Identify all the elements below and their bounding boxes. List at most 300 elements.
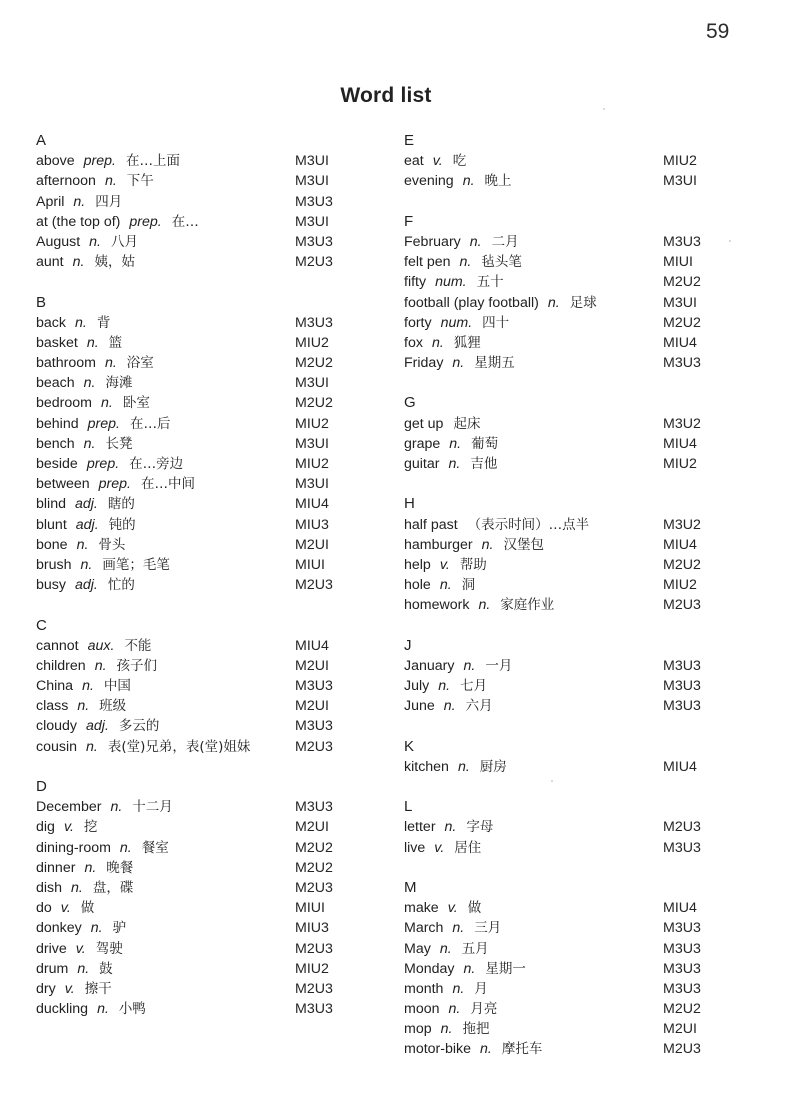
- word-entry: [36, 676, 356, 696]
- section-m: [404, 878, 744, 1060]
- chinese-meaning: （表示时间）…点半: [467, 516, 590, 533]
- unit-reference: MIU4: [663, 435, 697, 452]
- word-text: make: [404, 900, 439, 917]
- part-of-speech: n.: [86, 334, 99, 351]
- word-entry: [404, 1039, 744, 1059]
- unit-reference: MIU2: [295, 415, 329, 432]
- part-of-speech: n.: [462, 173, 475, 190]
- word-entry: [36, 918, 356, 938]
- unit-reference: MIU2: [295, 334, 329, 351]
- word-text: December: [36, 799, 102, 816]
- part-of-speech: num.: [435, 274, 467, 291]
- word-text: month: [404, 980, 444, 997]
- part-of-speech: n.: [463, 657, 476, 674]
- word-entry: [36, 858, 356, 878]
- word-entry: [36, 454, 356, 474]
- unit-reference: M2UI: [295, 698, 329, 715]
- part-of-speech: adj.: [74, 577, 98, 594]
- word-text: homework: [404, 597, 470, 614]
- unit-reference: M3U3: [295, 314, 333, 331]
- word-text: May: [404, 940, 431, 957]
- part-of-speech: n.: [547, 294, 560, 311]
- unit-reference: MIU2: [663, 456, 697, 472]
- chinese-meaning: 在…中间: [140, 476, 195, 493]
- part-of-speech: n.: [439, 577, 452, 594]
- unit-reference: M3UI: [663, 294, 697, 311]
- part-of-speech: n.: [452, 355, 465, 372]
- word-entry: [36, 434, 356, 454]
- unit-reference: M3U3: [663, 920, 701, 937]
- word-text: dining-room: [36, 839, 111, 856]
- unit-reference: MIU4: [663, 334, 697, 351]
- chinese-meaning: 做: [467, 900, 482, 917]
- part-of-speech: n.: [76, 536, 89, 553]
- unit-reference: MIU2: [295, 960, 329, 977]
- unit-reference: M3U3: [295, 193, 333, 210]
- part-of-speech: num.: [440, 314, 473, 331]
- scan-speck: [603, 108, 605, 110]
- chinese-meaning: 二月: [491, 233, 519, 250]
- word-text: March: [404, 920, 444, 937]
- word-entry: [404, 171, 744, 191]
- word-text: beach: [36, 375, 75, 392]
- word-entry: [36, 373, 356, 393]
- unit-reference: M2UI: [295, 657, 329, 674]
- word-entry: [404, 515, 744, 535]
- word-text: January: [404, 657, 455, 674]
- chinese-meaning: 在…旁边: [129, 456, 184, 472]
- part-of-speech: n.: [90, 920, 103, 937]
- word-text: fox: [404, 334, 423, 351]
- word-text: Monday: [404, 960, 455, 977]
- word-text: beside: [36, 456, 78, 472]
- word-entry: [36, 252, 356, 272]
- part-of-speech: adj.: [74, 496, 98, 513]
- unit-reference: MIU4: [663, 536, 697, 553]
- word-entry: [404, 151, 744, 171]
- word-text: basket: [36, 334, 78, 351]
- unit-reference: M3U3: [295, 233, 333, 250]
- word-entry: [36, 838, 356, 858]
- unit-reference: M3UI: [295, 213, 329, 230]
- word-entry: [404, 999, 744, 1019]
- part-of-speech: n.: [452, 980, 465, 997]
- part-of-speech: n.: [480, 1041, 492, 1058]
- word-entry: [404, 696, 744, 716]
- chinese-meaning: 浴室: [126, 355, 154, 372]
- unit-reference: M3U2: [663, 516, 701, 533]
- chinese-meaning: 驴: [112, 920, 127, 937]
- chinese-meaning: 洞: [461, 577, 476, 594]
- chinese-meaning: 吉他: [470, 456, 498, 472]
- word-text: help: [404, 556, 431, 573]
- chinese-meaning: 在…后: [129, 415, 171, 432]
- section-b: [36, 293, 356, 596]
- part-of-speech: v.: [432, 153, 443, 170]
- word-text: afternoon: [36, 173, 96, 190]
- unit-reference: MIU4: [663, 758, 697, 775]
- section-letter: D: [36, 778, 47, 795]
- unit-reference: M2U3: [663, 1041, 701, 1058]
- word-entry: [36, 555, 356, 575]
- word-entry: [36, 817, 356, 837]
- section-letter: H: [404, 495, 415, 513]
- unit-reference: M2U2: [663, 274, 701, 291]
- word-text: April: [36, 193, 65, 210]
- unit-reference: M2U3: [295, 879, 333, 896]
- unit-reference: M3UI: [295, 173, 329, 190]
- unit-reference: M2UI: [295, 819, 329, 836]
- word-entry: [404, 1019, 744, 1039]
- unit-reference: M3U3: [663, 839, 701, 856]
- part-of-speech: n.: [431, 334, 444, 351]
- chinese-meaning: 在…: [171, 213, 199, 230]
- part-of-speech: v.: [60, 900, 71, 917]
- scan-speck: [551, 780, 553, 782]
- part-of-speech: n.: [463, 960, 476, 977]
- part-of-speech: n.: [104, 355, 117, 372]
- unit-reference: MIU2: [663, 577, 697, 594]
- part-of-speech: aux.: [87, 637, 115, 654]
- word-text: fifty: [404, 274, 427, 291]
- word-entry: [36, 656, 356, 676]
- word-entry: [36, 171, 356, 191]
- word-text: bathroom: [36, 355, 96, 372]
- word-text: live: [404, 839, 426, 856]
- word-entry: [36, 696, 356, 716]
- word-text: bedroom: [36, 395, 92, 412]
- word-text: do: [36, 900, 52, 917]
- part-of-speech: n.: [77, 960, 90, 977]
- chinese-meaning: 毡头笔: [481, 254, 522, 271]
- part-of-speech: n.: [83, 435, 96, 452]
- chinese-meaning: 瞎的: [107, 496, 135, 513]
- chinese-meaning: 月: [474, 980, 488, 997]
- unit-reference: MIU4: [663, 900, 697, 917]
- part-of-speech: n.: [73, 193, 86, 210]
- unit-reference: M3U3: [295, 1001, 333, 1018]
- word-entry: [404, 454, 744, 474]
- word-text: July: [404, 678, 430, 695]
- section-letter: K: [404, 737, 415, 755]
- part-of-speech: n.: [86, 738, 98, 755]
- word-entry: [404, 353, 744, 373]
- unit-reference: M2U3: [663, 597, 701, 614]
- part-of-speech: n.: [449, 435, 462, 452]
- chinese-meaning: 忙的: [107, 577, 135, 594]
- chinese-meaning: 帮助: [459, 556, 487, 573]
- chinese-meaning: 驾驶: [95, 940, 123, 957]
- word-entry: [36, 878, 356, 898]
- unit-reference: M2U2: [295, 839, 333, 856]
- section-a: [36, 131, 356, 272]
- chinese-meaning: 四十: [482, 314, 510, 331]
- chinese-meaning: 钝的: [108, 516, 136, 533]
- part-of-speech: n.: [478, 597, 491, 614]
- part-of-speech: n.: [444, 819, 457, 836]
- unit-reference: M2U2: [663, 556, 701, 573]
- word-entry: [36, 494, 356, 514]
- part-of-speech: v.: [439, 556, 450, 573]
- unit-reference: M3U2: [663, 415, 701, 432]
- chinese-meaning: 背: [96, 314, 111, 331]
- word-entry: [404, 535, 744, 555]
- chinese-meaning: 长凳: [105, 435, 133, 452]
- word-text: get up: [404, 415, 444, 432]
- chinese-meaning: 五十: [476, 274, 504, 291]
- part-of-speech: n.: [469, 233, 482, 250]
- word-text: felt pen: [404, 254, 451, 271]
- word-text: guitar: [404, 456, 440, 472]
- section-letter: C: [36, 616, 47, 634]
- word-entry: [404, 959, 744, 979]
- word-text: dish: [36, 879, 63, 896]
- word-entry: [404, 434, 744, 454]
- chinese-meaning: 月亮: [470, 1001, 498, 1018]
- unit-reference: M3U3: [663, 698, 701, 715]
- word-entry: [404, 232, 744, 252]
- section-k: [404, 737, 744, 777]
- chinese-meaning: 五月: [461, 940, 489, 957]
- word-entry: [36, 515, 356, 535]
- word-entry: [404, 414, 744, 434]
- word-entry: [36, 959, 356, 979]
- part-of-speech: v.: [434, 839, 445, 856]
- word-text: half past: [404, 516, 458, 533]
- section-h: [404, 494, 744, 615]
- part-of-speech: prep.: [86, 456, 120, 472]
- part-of-speech: n.: [83, 375, 96, 392]
- part-of-speech: n.: [101, 395, 113, 412]
- word-text: aunt: [36, 254, 64, 271]
- chinese-meaning: 七月: [460, 678, 488, 695]
- word-text: brush: [36, 556, 72, 573]
- word-entry: [404, 817, 744, 837]
- unit-reference: M2UI: [663, 1021, 697, 1038]
- section-letter: G: [404, 394, 416, 412]
- chinese-meaning: 做: [80, 900, 95, 917]
- unit-reference: M2UI: [295, 536, 329, 553]
- section-letter: E: [404, 132, 415, 149]
- part-of-speech: n.: [104, 173, 117, 190]
- word-text: bench: [36, 435, 75, 452]
- section-letter: A: [36, 132, 47, 149]
- part-of-speech: n.: [71, 879, 83, 896]
- part-of-speech: n.: [448, 1001, 461, 1018]
- word-text: donkey: [36, 920, 82, 937]
- chinese-meaning: 篮: [108, 334, 123, 351]
- unit-reference: M3U3: [295, 678, 333, 695]
- part-of-speech: n.: [80, 556, 93, 573]
- unit-reference: M3UI: [295, 375, 329, 392]
- chinese-meaning: 姨，姑: [94, 254, 135, 271]
- word-text: football (play football): [404, 294, 539, 311]
- word-text: drive: [36, 940, 67, 957]
- chinese-meaning: 画笔；毛笔: [102, 556, 170, 573]
- word-entry: [36, 575, 356, 595]
- part-of-speech: n.: [77, 698, 90, 715]
- part-of-speech: v.: [64, 980, 75, 997]
- word-entry: [404, 293, 744, 313]
- chinese-meaning: 八月: [111, 233, 139, 250]
- unit-reference: M3UI: [295, 435, 329, 452]
- chinese-meaning: 盘，碟: [92, 879, 134, 896]
- unit-reference: MIU2: [295, 456, 329, 472]
- word-text: class: [36, 698, 69, 715]
- word-text: Friday: [404, 355, 444, 372]
- unit-reference: M3U3: [663, 960, 701, 977]
- word-text: eat: [404, 153, 424, 170]
- word-entry: [36, 535, 356, 555]
- unit-reference: M3U3: [663, 355, 701, 372]
- word-text: bone: [36, 536, 68, 553]
- word-entry: [36, 353, 356, 373]
- chinese-meaning: 小鸭: [118, 1001, 146, 1018]
- word-entry: [36, 232, 356, 252]
- chinese-meaning: 字母: [466, 819, 494, 836]
- word-entry: [36, 939, 356, 959]
- word-entry: [404, 252, 744, 272]
- word-entry: [404, 555, 744, 575]
- section-f: [404, 212, 744, 374]
- word-entry: [36, 636, 356, 656]
- unit-reference: M2U3: [295, 980, 333, 997]
- chinese-meaning: 葡萄: [471, 435, 499, 452]
- chinese-meaning: 多云的: [118, 718, 160, 735]
- word-entry: [36, 979, 356, 999]
- section-e: [404, 131, 744, 192]
- word-text: grape: [404, 435, 441, 452]
- word-text: above: [36, 153, 75, 170]
- word-text: June: [404, 698, 435, 715]
- word-entry: [404, 757, 744, 777]
- unit-reference: M2U2: [295, 395, 333, 412]
- chinese-meaning: 挖: [83, 819, 98, 836]
- unit-reference: M2U3: [295, 254, 333, 271]
- unit-reference: M3U3: [295, 718, 333, 735]
- chinese-meaning: 厨房: [479, 758, 507, 775]
- chinese-meaning: 狐狸: [453, 334, 481, 351]
- word-text: February: [404, 233, 461, 250]
- unit-reference: M2U3: [295, 940, 333, 957]
- unit-reference: M3U3: [663, 233, 701, 250]
- chinese-meaning: 三月: [474, 920, 502, 937]
- chinese-meaning: 在…上面: [126, 153, 180, 170]
- chinese-meaning: 拖把: [462, 1021, 490, 1038]
- word-text: blind: [36, 496, 66, 513]
- chinese-meaning: 晚餐: [106, 859, 134, 876]
- unit-reference: M3U3: [663, 657, 701, 674]
- word-text: hole: [404, 577, 431, 594]
- chinese-meaning: 骨头: [98, 536, 126, 553]
- unit-reference: M2U2: [295, 355, 333, 372]
- word-text: at (the top of): [36, 213, 121, 230]
- part-of-speech: prep.: [129, 213, 162, 230]
- word-text: cloudy: [36, 718, 78, 735]
- word-text: drum: [36, 960, 69, 977]
- part-of-speech: n.: [481, 536, 494, 553]
- unit-reference: M3U3: [663, 940, 701, 957]
- part-of-speech: n.: [97, 1001, 109, 1018]
- part-of-speech: n.: [94, 657, 107, 674]
- word-entry: [404, 333, 744, 353]
- unit-reference: M3U3: [663, 678, 701, 695]
- part-of-speech: prep.: [87, 415, 120, 432]
- unit-reference: M2U3: [295, 738, 333, 755]
- word-list-left-column: [36, 131, 356, 1039]
- unit-reference: M2U2: [295, 859, 333, 876]
- word-text: motor-bike: [404, 1041, 472, 1058]
- word-entry: [36, 716, 356, 736]
- word-entry: [404, 575, 744, 595]
- chinese-meaning: 海滩: [105, 375, 133, 392]
- chinese-meaning: 吃: [452, 153, 467, 170]
- part-of-speech: n.: [82, 678, 94, 695]
- word-entry: [404, 656, 744, 676]
- chinese-meaning: 孩子们: [116, 657, 158, 674]
- unit-reference: MIU3: [295, 516, 329, 533]
- word-text: dry: [36, 980, 56, 997]
- word-text: blunt: [36, 516, 67, 533]
- chinese-meaning: 四月: [95, 193, 123, 210]
- chinese-meaning: 鼓: [99, 960, 113, 977]
- part-of-speech: v.: [75, 940, 86, 957]
- word-entry: [404, 838, 744, 858]
- unit-reference: M2U2: [663, 1001, 701, 1018]
- word-entry: [36, 212, 356, 232]
- chinese-meaning: 表(堂)兄弟，表(堂)姐妹: [107, 738, 251, 755]
- word-text: duckling: [36, 1001, 89, 1018]
- unit-reference: M3UI: [295, 153, 329, 170]
- word-text: August: [36, 233, 81, 250]
- section-letter: M: [404, 878, 417, 896]
- part-of-speech: n.: [110, 799, 123, 816]
- word-entry: [404, 979, 744, 999]
- part-of-speech: adj.: [75, 516, 99, 533]
- word-list-right-column: [404, 131, 744, 1080]
- word-text: moon: [404, 1001, 440, 1018]
- part-of-speech: v.: [63, 819, 74, 836]
- scan-speck: [729, 240, 731, 242]
- page-title: Word list: [340, 84, 432, 107]
- word-entry: [36, 192, 356, 212]
- page-number: 59: [706, 20, 730, 43]
- section-c: [36, 616, 356, 757]
- part-of-speech: n.: [457, 758, 470, 775]
- part-of-speech: n.: [74, 314, 87, 331]
- chinese-meaning: 星期一: [485, 960, 526, 977]
- part-of-speech: n.: [443, 698, 456, 715]
- part-of-speech: n.: [72, 254, 85, 271]
- chinese-meaning: 餐室: [141, 839, 169, 856]
- word-entry: [36, 393, 356, 413]
- chinese-meaning: 班级: [99, 698, 127, 715]
- word-text: hamburger: [404, 536, 473, 553]
- unit-reference: MIUI: [295, 556, 325, 573]
- word-text: busy: [36, 577, 66, 594]
- unit-reference: MIU3: [295, 920, 329, 937]
- part-of-speech: n.: [89, 233, 102, 250]
- chinese-meaning: 摩托车: [501, 1041, 543, 1058]
- word-text: between: [36, 476, 90, 493]
- word-entry: [404, 898, 744, 918]
- word-text: mop: [404, 1021, 432, 1038]
- word-entry: [404, 272, 744, 292]
- word-entry: [36, 333, 356, 353]
- part-of-speech: n.: [459, 254, 472, 271]
- chinese-meaning: 起床: [453, 415, 481, 432]
- word-text: cousin: [36, 738, 78, 755]
